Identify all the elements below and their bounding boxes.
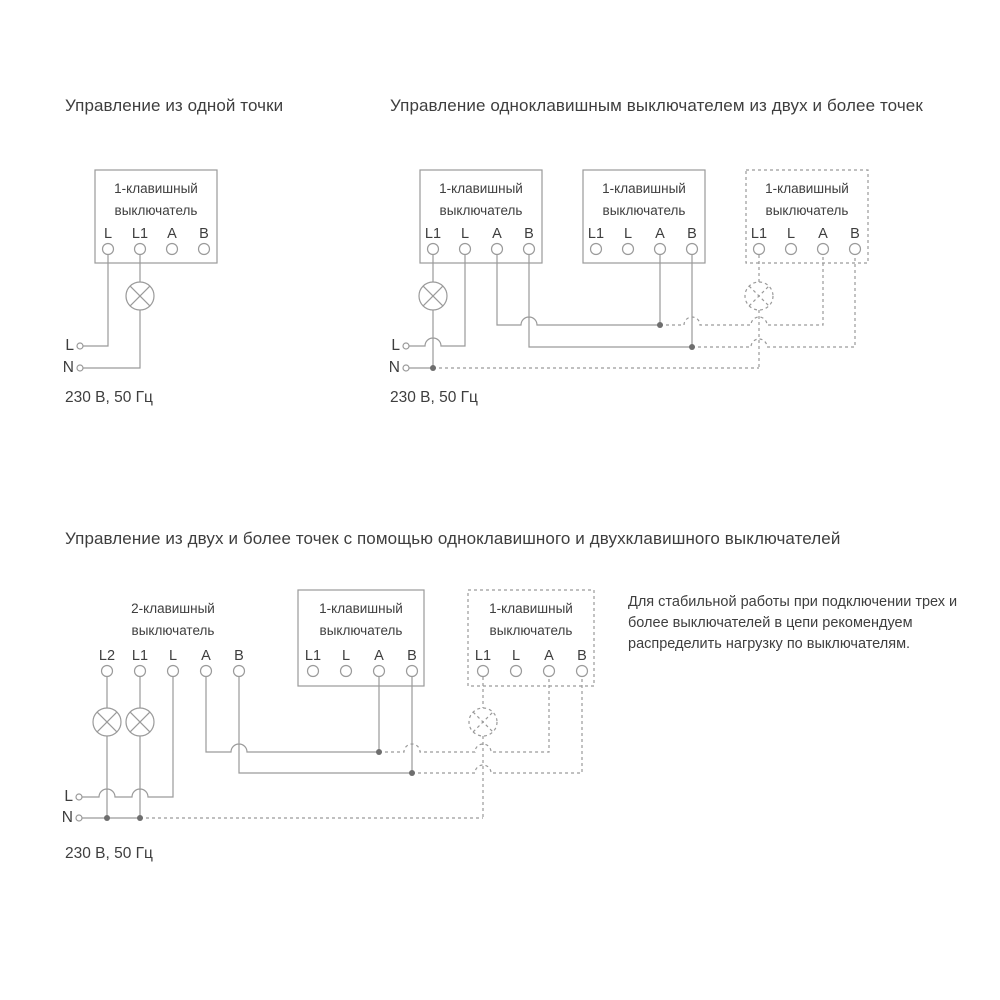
lamp-icon — [419, 282, 447, 310]
terminal-label: L1 — [750, 226, 768, 242]
switch-label: 1-клавишный выключатель — [489, 601, 573, 638]
terminal-label: L1 — [131, 648, 149, 664]
wires-dashed — [433, 255, 855, 368]
terminal-label: B — [577, 648, 587, 664]
voltage-rating: 230 В, 50 Гц — [390, 389, 478, 406]
diagram1-title: Управление из одной точки — [65, 96, 284, 115]
terminal-label: L — [786, 226, 796, 242]
wires-solid — [82, 677, 412, 818]
terminal-label: L1 — [424, 226, 442, 242]
switch-label: 1-клавишный выключатель — [114, 181, 198, 218]
supply-terminals — [76, 794, 82, 821]
terminal-label: L — [168, 648, 178, 664]
lamp-icon — [126, 282, 154, 310]
terminal-label: A — [544, 648, 554, 664]
supply-terminal-l — [77, 343, 83, 349]
terminal-label: L1 — [304, 648, 322, 664]
switch-label: 1-клавишный выключатель — [765, 181, 849, 218]
lamp-icon — [93, 708, 121, 736]
supply-terminal-n — [77, 365, 83, 371]
terminal-label: L — [341, 648, 351, 664]
terminal-label: L — [103, 226, 113, 242]
supply-terminal-l — [403, 343, 409, 349]
terminal-label: A — [374, 648, 384, 664]
supply-terminal-n — [403, 365, 409, 371]
supply-label-l: L — [64, 788, 73, 805]
terminal-label: L — [460, 226, 470, 242]
diagram2-title: Управление одноклавишным выключателем из двух и более точек — [390, 96, 923, 115]
supply-terminal-n — [76, 815, 82, 821]
supply-terminals — [403, 343, 409, 371]
recommendation-note: Для стабильной работы при подключении трех и более выключателей в цепи рекомендуем распределить нагрузку по выключателям. — [628, 594, 958, 653]
terminal-label: L1 — [587, 226, 605, 242]
supply-terminals — [77, 343, 83, 371]
terminal-label: A — [201, 648, 211, 664]
voltage-rating: 230 В, 50 Гц — [65, 389, 153, 406]
lamp-icon — [126, 708, 154, 736]
terminal-label: L — [623, 226, 633, 242]
terminal-label: L1 — [131, 226, 149, 242]
supply-label-n: N — [388, 359, 400, 376]
lamp-icon-dashed — [745, 282, 773, 310]
switch-label: 2-клавишный выключатель — [131, 601, 215, 638]
voltage-rating: 230 В, 50 Гц — [65, 845, 153, 862]
wires-solid — [83, 255, 140, 368]
terminal-label: A — [492, 226, 502, 242]
terminal-label: A — [818, 226, 828, 242]
terminal-circles — [428, 244, 861, 255]
terminal-circles — [102, 666, 588, 677]
supply-label-n: N — [62, 359, 74, 376]
diagram3-title: Управление из двух и более точек с помощью одноклавишного и двухклавишного выключателей — [65, 529, 841, 548]
terminal-label: B — [524, 226, 534, 242]
switch-label: 1-клавишный выключатель — [602, 181, 686, 218]
terminal-label: A — [167, 226, 177, 242]
terminal-label: B — [199, 226, 209, 242]
switch-label: 1-клавишный выключатель — [439, 181, 523, 218]
terminal-label: B — [407, 648, 417, 664]
supply-label-n: N — [61, 809, 73, 826]
lamp-icon-dashed — [469, 708, 497, 736]
terminal-label: B — [687, 226, 697, 242]
switch-label: 1-клавишный выключатель — [319, 601, 403, 638]
supply-label-l: L — [65, 337, 74, 354]
terminal-label: B — [850, 226, 860, 242]
supply-terminal-l — [76, 794, 82, 800]
terminal-circles — [103, 244, 210, 255]
terminal-label: L2 — [98, 648, 116, 664]
terminal-label: B — [234, 648, 244, 664]
terminal-label: L1 — [474, 648, 492, 664]
junction-dots — [104, 749, 415, 821]
terminal-label: L — [511, 648, 521, 664]
terminal-label: A — [655, 226, 665, 242]
wires-solid — [409, 255, 692, 368]
supply-label-l: L — [391, 337, 400, 354]
